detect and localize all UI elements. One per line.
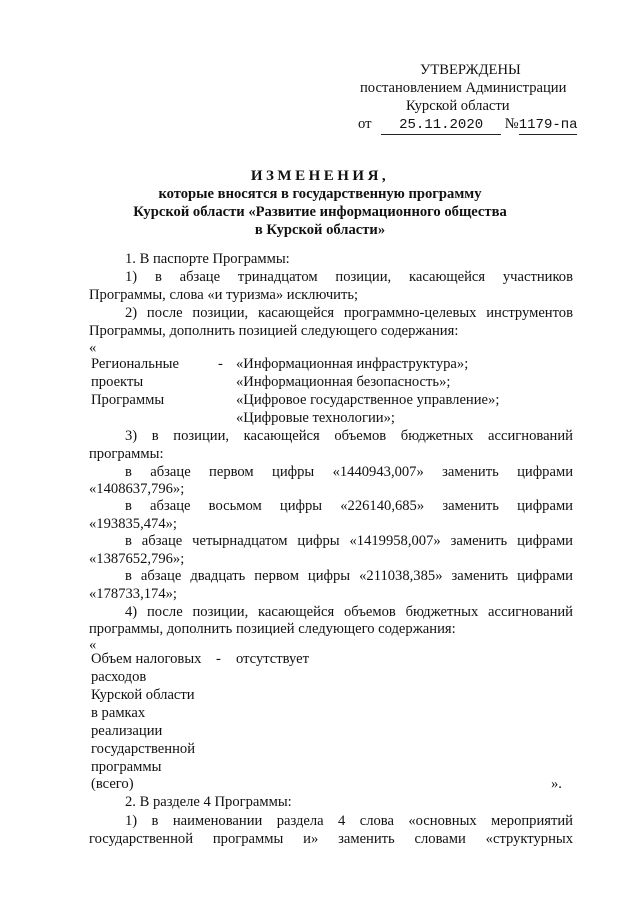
- table2-left-8: (всего): [91, 776, 134, 792]
- title-line-3: в Курской области»: [254, 222, 386, 238]
- p5-line-1: 1) в наименовании раздела 4 слова «основных мероприятий: [125, 813, 573, 829]
- p3-line-1: 3) в позиции, касающейся объемов бюджетных ассигнований: [125, 428, 573, 444]
- approval-line-2: Курской области: [406, 98, 510, 114]
- p3-line-9: в абзаце двадцать первом цифры «211038,385» заменить цифрами: [125, 568, 573, 584]
- table2-left-1: Объем налоговых: [91, 651, 202, 667]
- p1-line-1: 1) в абзаце тринадцатом позиции, касающейся участников: [125, 269, 573, 285]
- p3-line-2: программы:: [89, 446, 164, 462]
- p3-line-8: «1387652,796»;: [89, 551, 185, 567]
- p3-line-4: «1408637,796»;: [89, 481, 185, 497]
- approval-date-line: [358, 116, 577, 135]
- section-2-heading: 2. В разделе 4 Программы:: [125, 794, 292, 810]
- p4-line-1: 4) после позиции, касающейся объемов бюджетных ассигнований: [125, 604, 573, 620]
- table2-left-7: программы: [91, 759, 162, 775]
- title-line-2: Курской области «Развитие информационного общества: [133, 204, 507, 220]
- number-prefix: №: [504, 116, 519, 132]
- table1-left-3: Программы: [91, 392, 165, 408]
- quote-open-2: «: [89, 637, 97, 653]
- p4-line-2: программы, дополнить позицией следующего содержания:: [89, 621, 456, 637]
- approval-number: 1179-па: [518, 117, 578, 133]
- table1-right-2: «Информационная безопасность»;: [236, 374, 451, 390]
- p2-line-1: 2) после позиции, касающейся программно-целевых инструментов: [125, 305, 573, 321]
- table2-left-4: в рамках: [91, 705, 146, 721]
- table1-right-3: «Цифровое государственное управление»;: [236, 392, 500, 408]
- p3-line-5: в абзаце восьмом цифры «226140,685» заменить цифрами: [125, 498, 573, 514]
- table2-left-6: государственной: [91, 741, 196, 757]
- approval-date: 25.11.2020: [381, 117, 501, 135]
- date-prefix: от: [358, 116, 372, 132]
- table1-dash: -: [218, 356, 223, 372]
- table2-left-5: реализации: [91, 723, 163, 739]
- table2-dash: -: [216, 651, 221, 667]
- section-1-heading: 1. В паспорте Программы:: [125, 251, 290, 267]
- quote-open: «: [89, 340, 97, 356]
- p2-line-2: Программы, дополнить позицией следующего содержания:: [89, 323, 459, 339]
- table1-left-2: проекты: [91, 374, 144, 390]
- table1-right-1: «Информационная инфраструктура»;: [236, 356, 469, 372]
- approval-heading: УТВЕРЖДЕНЫ: [420, 62, 521, 78]
- table2-left-2: расходов: [91, 669, 147, 685]
- p3-line-6: «193835,474»;: [89, 516, 177, 532]
- quote-close: ».: [551, 776, 562, 792]
- p3-line-10: «178733,174»;: [89, 586, 177, 602]
- p3-line-7: в абзаце четырнадцатом цифры «1419958,007» заменить цифрами: [125, 533, 573, 549]
- p5-line-2: государственной программы и» заменить словами «структурных: [89, 831, 573, 847]
- table1-right-4: «Цифровые технологии»;: [236, 410, 395, 426]
- approval-line-1: постановлением Администрации: [360, 80, 567, 96]
- p3-line-3: в абзаце первом цифры «1440943,007» заменить цифрами: [125, 464, 573, 480]
- document-title: ИЗМЕНЕНИЯ,: [250, 168, 390, 184]
- p1-line-2: Программы, слова «и туризма» исключить;: [89, 287, 359, 303]
- table2-right-1: отсутствует: [236, 651, 310, 667]
- title-line-1: которые вносятся в государственную программу: [158, 186, 482, 202]
- table2-left-3: Курской области: [91, 687, 195, 703]
- table1-left-1: Региональные: [91, 356, 179, 372]
